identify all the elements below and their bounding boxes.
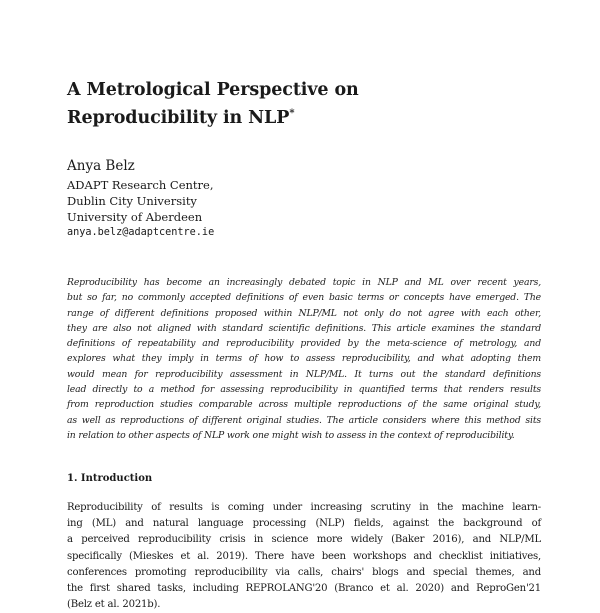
body-line: (Belz et al. 2021b). <box>67 599 161 611</box>
title-line-2 <box>67 102 537 130</box>
title-footnote-mark: * <box>289 108 295 119</box>
affiliation-line: University of Aberdeen <box>67 210 203 224</box>
title-line-1: A Metrological Perspective on <box>67 80 359 100</box>
body-line: a perceived reproducibility crisis in science more widely (Baker 2016), and NLP/ML <box>67 534 541 546</box>
abstract-line: in relation to other aspects of NLP work one might wish to assess in the context of reproducibility. <box>67 429 515 441</box>
author-name: Anya Belz <box>67 158 135 174</box>
title-line-2-text: Reproducibility in NLP <box>67 108 290 128</box>
abstract-line: would mean for reproducibility assessment in NLP/ML. It turns out the standard definitions <box>67 368 541 380</box>
body-line: conferences promoting reproducibility via calls, chairs' blogs and special themes, and <box>67 566 541 578</box>
abstract <box>67 275 541 443</box>
abstract-line: explores what they imply in terms of how to assess reproducibility, and what adopting them <box>67 353 541 365</box>
paper-title <box>67 78 537 130</box>
abstract-line: as well as reproductions of different original studies. The article considers where this method sits <box>67 414 541 426</box>
abstract-line: definitions of repeatability and reproducibility provided by the meta-science of metrology, and <box>67 338 541 350</box>
introduction-body <box>67 500 541 613</box>
abstract-line: Reproducibility has become an increasingly debated topic in NLP and ML over recent years, <box>67 277 541 288</box>
body-line: the first shared tasks, including REPROLANG'20 (Branco et al. 2020) and ReproGen'21 <box>67 583 541 595</box>
author-block <box>67 157 467 241</box>
affiliation-line: ADAPT Research Centre, <box>67 178 214 192</box>
abstract-line: range of different definitions proposed within NLP/ML not only do not agree with each other, <box>67 307 541 319</box>
body-line: Reproducibility of results is coming under increasing scrutiny in the machine learn- <box>67 502 541 513</box>
section-heading: 1. Introduction <box>67 473 153 484</box>
abstract-line: they are also not aligned with standard scientific definitions. This article examines the standard <box>67 322 541 334</box>
abstract-line: from reproduction studies comparable across multiple reproductions of the same original study, <box>67 399 541 411</box>
body-line: ing (ML) and natural language processing (NLP) fields, against the background of <box>67 518 541 530</box>
body-line: specifically (Mieskes et al. 2019). There have been workshops and checklist initiatives, <box>67 550 541 562</box>
abstract-line: lead directly to a method for assessing reproducibility in quantified terms that renders results <box>67 384 541 396</box>
abstract-line: but so far, no commonly accepted definitions of even basic terms or concepts have emerged. The <box>67 292 541 304</box>
author-email: anya.belz@adaptcentre.ie <box>67 227 215 238</box>
affiliation-line: Dublin City University <box>67 194 197 208</box>
